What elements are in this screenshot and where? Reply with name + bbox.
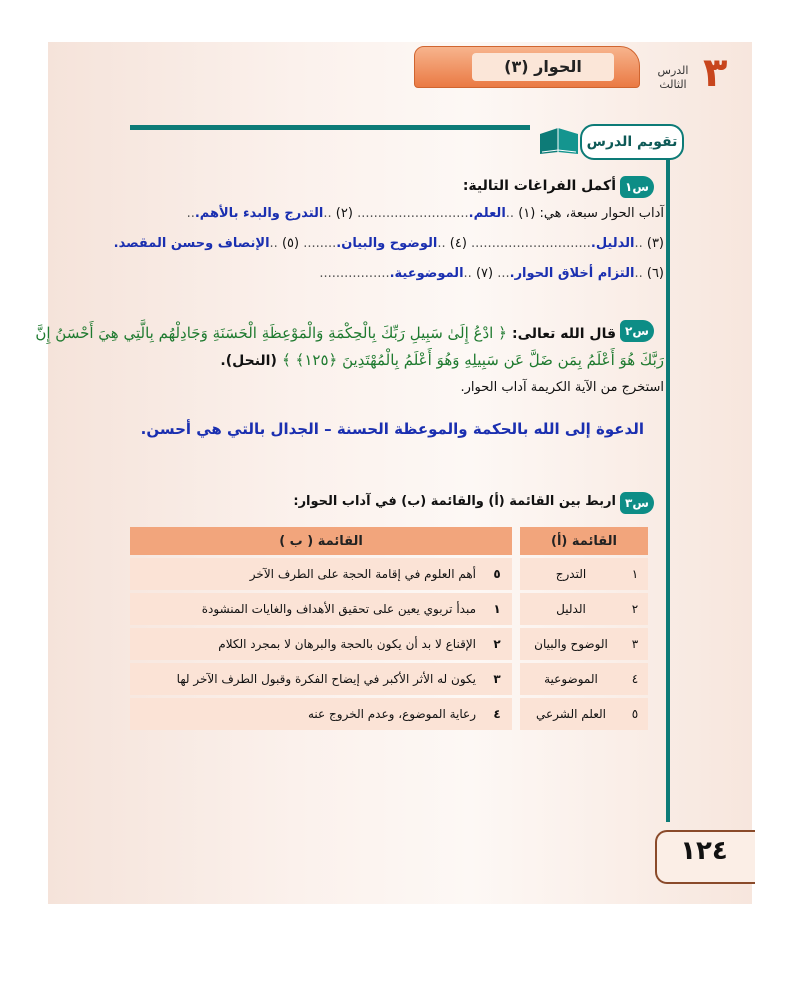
q2-verse-line-1 (35, 318, 616, 349)
list-a-item: التدرج (520, 558, 622, 590)
match-answer: ٣ (482, 663, 512, 695)
table-row (130, 628, 648, 660)
list-b-item: رعاية الموضوع، وعدم الخروج عنه (130, 698, 482, 730)
q2-verse-line-2 (144, 346, 664, 375)
question-badge-3: س٣ (620, 492, 654, 514)
table-row (130, 593, 648, 625)
lesson-label (648, 64, 698, 92)
dotted-blank: ........ (303, 236, 337, 251)
verse-part-1: ﴿ ادْعُ إِلَىٰ سَبِيلِ رَبِّكَ بِالْحِكْمَةِ وَالْمَوْعِظَةِ الْحَسَنَةِ وَجَادِلْهُم بِالَّتِي هِيَ أَحْسَنُ إِنَّ (35, 324, 507, 342)
q3-title: اربط بين القائمة (أ) والقائمة (ب) في آداب الحوار: (293, 494, 616, 509)
q1-number-5: (٥) (281, 236, 300, 251)
dotted-blank: .. (463, 266, 472, 281)
q1-answer-6: التزام أخلاق الحوار. (509, 266, 635, 281)
row-index: ٥ (622, 698, 648, 730)
q1-number-3: (٣) (646, 236, 664, 251)
section-title: تقويم الدرس (580, 124, 684, 160)
lesson-number: ٣ (703, 50, 728, 96)
page-title: الحوار (٣) (472, 53, 614, 81)
dotted-blank: .. (634, 236, 643, 251)
dotted-blank: .. (186, 206, 195, 221)
dotted-blank: .. (634, 266, 643, 281)
q1-answer-1: العلم. (468, 206, 506, 221)
row-index: ٢ (622, 593, 648, 625)
dotted-blank: ........................... (357, 206, 469, 221)
question-badge-2: س٢ (620, 320, 654, 342)
margin-rule (666, 150, 670, 822)
question-badge-1: س١ (620, 176, 654, 198)
list-b-item: الإقناع لا بد أن يكون بالحجة والبرهان لا بمجرد الكلام (130, 628, 482, 660)
q1-intro: آداب الحوار سبعة، هي: (١) (518, 206, 664, 221)
column-gap (512, 628, 520, 660)
list-a-item: العلم الشرعي (520, 698, 622, 730)
dotted-blank: .. (437, 236, 446, 251)
q1-number-4: (٤) (449, 236, 467, 251)
q2-intro: قال الله تعالى: (511, 326, 616, 342)
list-b-item: يكون له الأثر الأكبر في إيضاح الفكرة وقبول الطرف الآخر لها (130, 663, 482, 695)
q1-line-2 (114, 236, 664, 251)
column-gap (512, 558, 520, 590)
match-answer: ٢ (482, 628, 512, 660)
q1-line-3 (319, 266, 664, 281)
list-a-item: الوضوح والبيان (520, 628, 622, 660)
q1-answer-5: الإنصاف وحسن المقصد. (113, 236, 270, 251)
table-row (130, 698, 648, 730)
q1-title: أكمل الفراغات التالية: (462, 178, 616, 194)
row-index: ٣ (622, 628, 648, 660)
dotted-blank: ................. (319, 266, 390, 281)
column-a-header: القائمة (أ) (520, 527, 648, 555)
q1-answer-3: الدليل. (590, 236, 635, 251)
column-gap (512, 527, 520, 555)
q1-number-2: (٢) (335, 206, 353, 221)
column-gap (512, 593, 520, 625)
dotted-blank: .. (505, 206, 515, 221)
q1-line-1 (187, 206, 664, 221)
row-index: ٤ (622, 663, 648, 695)
q1-answer-2: التدرج والبدء بالأهم. (194, 206, 324, 221)
table-header-row (130, 527, 648, 555)
verse-part-2: رَبَّكَ هُوَ أَعْلَمُ بِمَن ضَلَّ عَن سَبِيلِهِ وَهُوَ أَعْلَمُ بِالْمُهْتَدِينَ ﴿١٢٥﴾ ﴾ (281, 351, 664, 369)
page-number: ١٢٤ (680, 836, 728, 866)
book-icon (536, 124, 582, 156)
matching-table (130, 524, 648, 733)
column-b-header: القائمة ( ب ) (130, 527, 512, 555)
table-row (130, 558, 648, 590)
q2-instruction: استخرج من الآية الكريمة آداب الحوار. (460, 380, 664, 395)
match-answer: ٥ (482, 558, 512, 590)
dotted-blank: ............................. (471, 236, 591, 251)
column-gap (512, 663, 520, 695)
q1-answer-4: الوضوح والبيان. (336, 236, 438, 251)
q1-number-7: (٧) (475, 266, 494, 281)
column-gap (512, 698, 520, 730)
match-answer: ١ (482, 593, 512, 625)
list-a-item: الموضوعية (520, 663, 622, 695)
list-a-item: الدليل (520, 593, 622, 625)
q1-answer-7: الموضوعية. (389, 266, 464, 281)
match-answer: ٤ (482, 698, 512, 730)
page-background (48, 42, 752, 904)
list-b-item: أهم العلوم في إقامة الحجة على الطرف الآخر (130, 558, 482, 590)
lesson-label-line1: الدرس (657, 64, 689, 77)
q2-answer: الدعوة إلى الله بالحكمة والموعظة الحسنة – الجدال بالتي هي أحسن. (140, 420, 644, 438)
q1-number-6: (٦) (646, 266, 664, 281)
section-rule (130, 125, 530, 130)
table-row (130, 663, 648, 695)
list-b-item: مبدأ تربوي يعين على تحقيق الأهداف والغايات المنشودة (130, 593, 482, 625)
dotted-blank: ... (497, 266, 510, 281)
row-index: ١ (622, 558, 648, 590)
surah-name: (النحل). (220, 353, 277, 369)
dotted-blank: .. (269, 236, 278, 251)
dotted-blank: .. (323, 206, 332, 221)
lesson-label-line2: الثالث (659, 78, 687, 91)
